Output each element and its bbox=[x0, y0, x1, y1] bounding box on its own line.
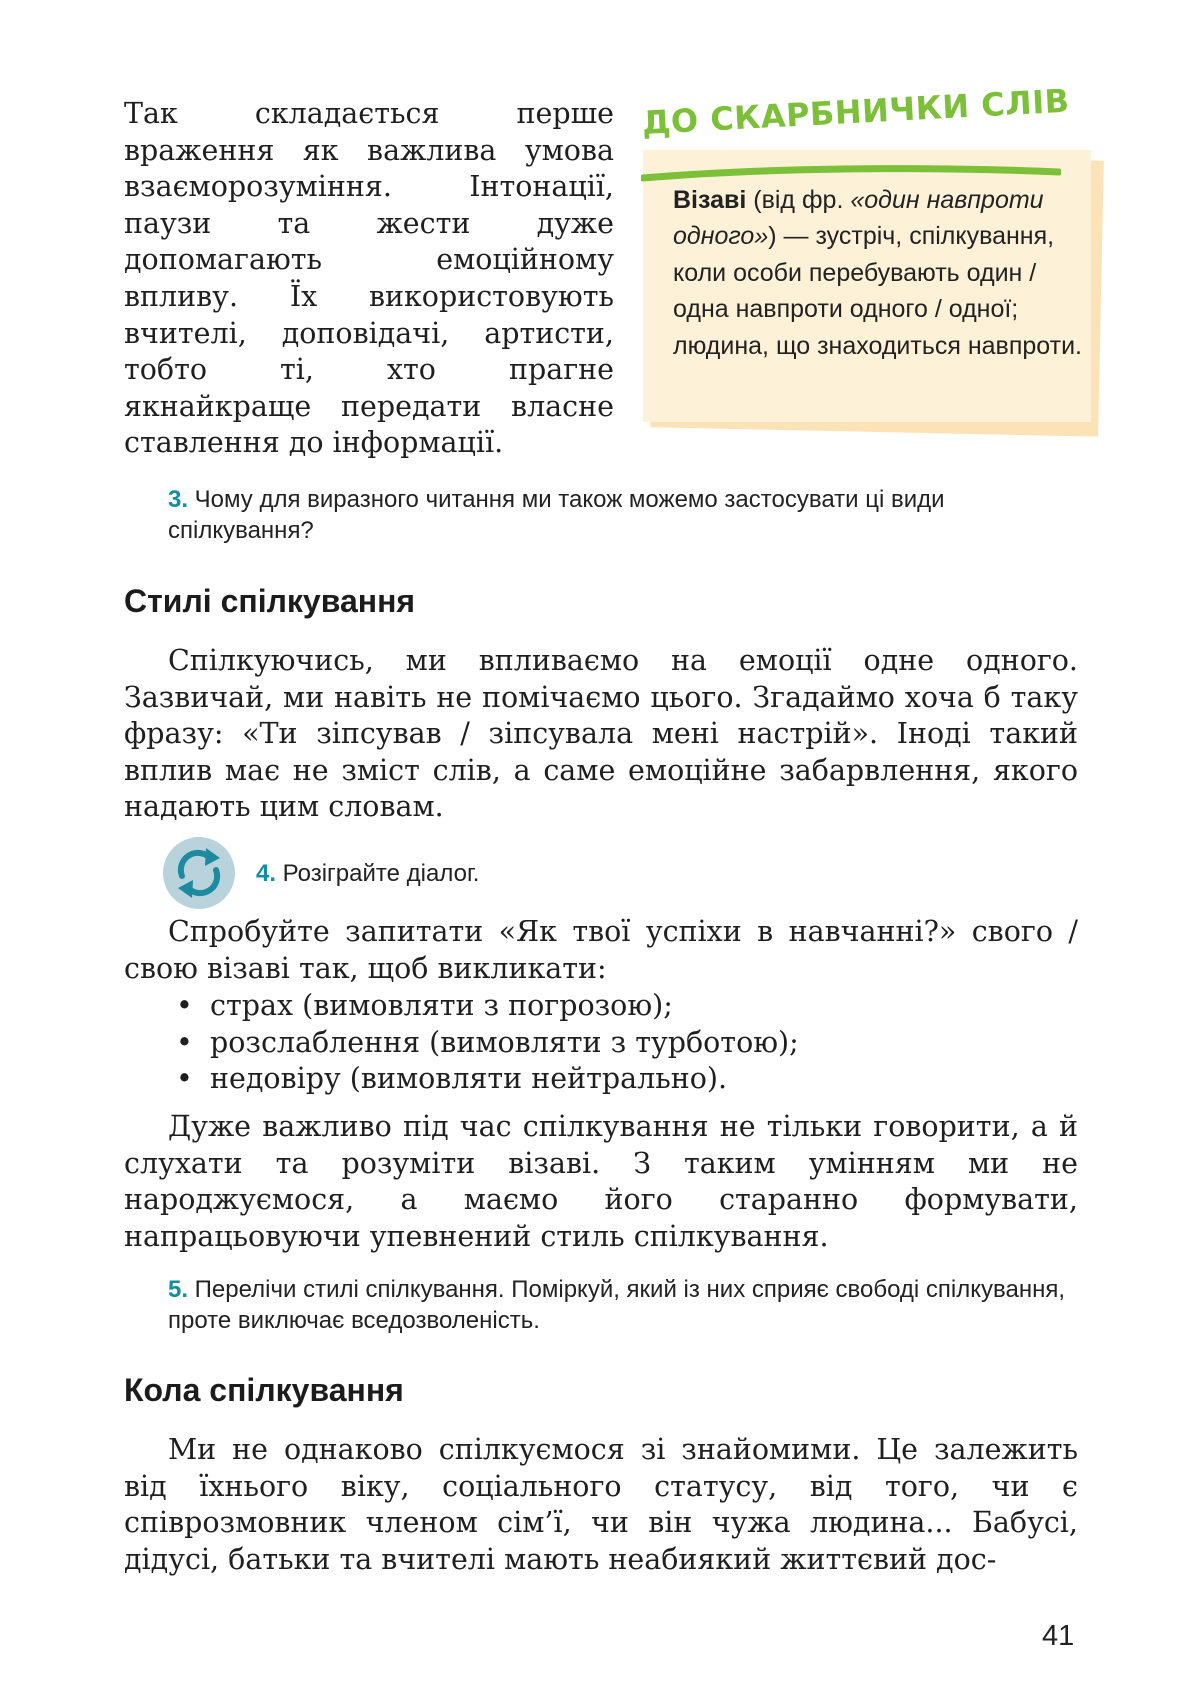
vocabulary-note bbox=[641, 81, 1103, 432]
page-number: 41 bbox=[1042, 1620, 1075, 1652]
list-item: • недовіру (вимовляти нейтрально). bbox=[176, 1062, 728, 1096]
task-number: 3. bbox=[168, 486, 189, 513]
list-item: • розслаблення (вимовляти з турботою); bbox=[176, 1025, 799, 1059]
task-3 bbox=[168, 484, 1078, 546]
section-heading: Кола спілкування bbox=[124, 1372, 404, 1408]
section-paragraph: Спілкуючись, ми впливаємо на емоції одне одного. Зазвичай, ми навіть не помічаємо цього. Згадаймо хоча б таку фразу: «Ти зіпсував / зіпсувала мені настрій». Іноді такий вплив має не зміст слів, а саме емоційне забарвлення, якого надають цим словам. bbox=[124, 644, 1078, 824]
emotion-list bbox=[174, 988, 799, 1098]
section-paragraph: Ми не однаково спілкуємося зі знайомими. Це залежить від їхнього віку, соціального статусу, від того, чи є співрозмовник членом сім’ї, чи він чужа людина... Бабусі, дідусі, батьки та вчителі мають неабиякий життєвий дос- bbox=[124, 1433, 1078, 1576]
task-number: 4. bbox=[256, 860, 277, 887]
vocab-definition-text: ) — зустріч, спілкування, коли особи перебувають один / одна навпроти одного / одної; людина, що знаходиться навпроти. bbox=[673, 222, 1082, 360]
vocabulary-title: ДО СКАРБНИЧКИ СЛІВ bbox=[641, 81, 1071, 142]
listening-paragraph: Дуже важливо під час спілкування не тільки говорити, а й слухати та розуміти візаві. З таким умінням ми не народжуємося, а маємо його старанно формувати, напрацьовуючи упевнений стиль спілкування. bbox=[124, 1110, 1078, 1253]
task-text: Чому для виразного читання ми також можемо застосувати ці види спілкування? bbox=[168, 486, 945, 544]
task-5 bbox=[168, 1274, 1078, 1336]
refresh-dialog-icon bbox=[162, 836, 236, 910]
vocab-origin-prefix: (від фр. bbox=[746, 186, 851, 214]
dialog-intro: Спробуйте запитати «Як твої успіхи в навчанні?» свого / свою візаві так, щоб викликати: bbox=[124, 915, 1078, 985]
task-text: Розіграйте діалог. bbox=[276, 860, 480, 887]
section-heading: Стилі спілкування bbox=[124, 583, 416, 619]
task-number: 5. bbox=[168, 1276, 189, 1303]
vocab-origin-quote: «один навпроти одного» bbox=[673, 186, 1044, 251]
task-text: Перелічи стилі спілкування. Поміркуй, який із них сприяє свободі спілкування, проте виключає вседозволеність. bbox=[168, 1276, 1066, 1334]
task-4 bbox=[256, 858, 956, 889]
list-item: • страх (вимовляти з погрозою); bbox=[176, 989, 673, 1022]
vocab-term: Візаві bbox=[673, 186, 747, 214]
vocabulary-definition bbox=[673, 182, 1093, 364]
intro-paragraph: Так складається перше враження як важлива умова взаєморозуміння. Інтонації, паузи та жести дуже допомагають емоційному впливу. Їх використовують вчителі, доповідачі, артисти, тобто ті, хто прагне якнайкраще передати власне ставлення до інформації. bbox=[124, 97, 614, 460]
